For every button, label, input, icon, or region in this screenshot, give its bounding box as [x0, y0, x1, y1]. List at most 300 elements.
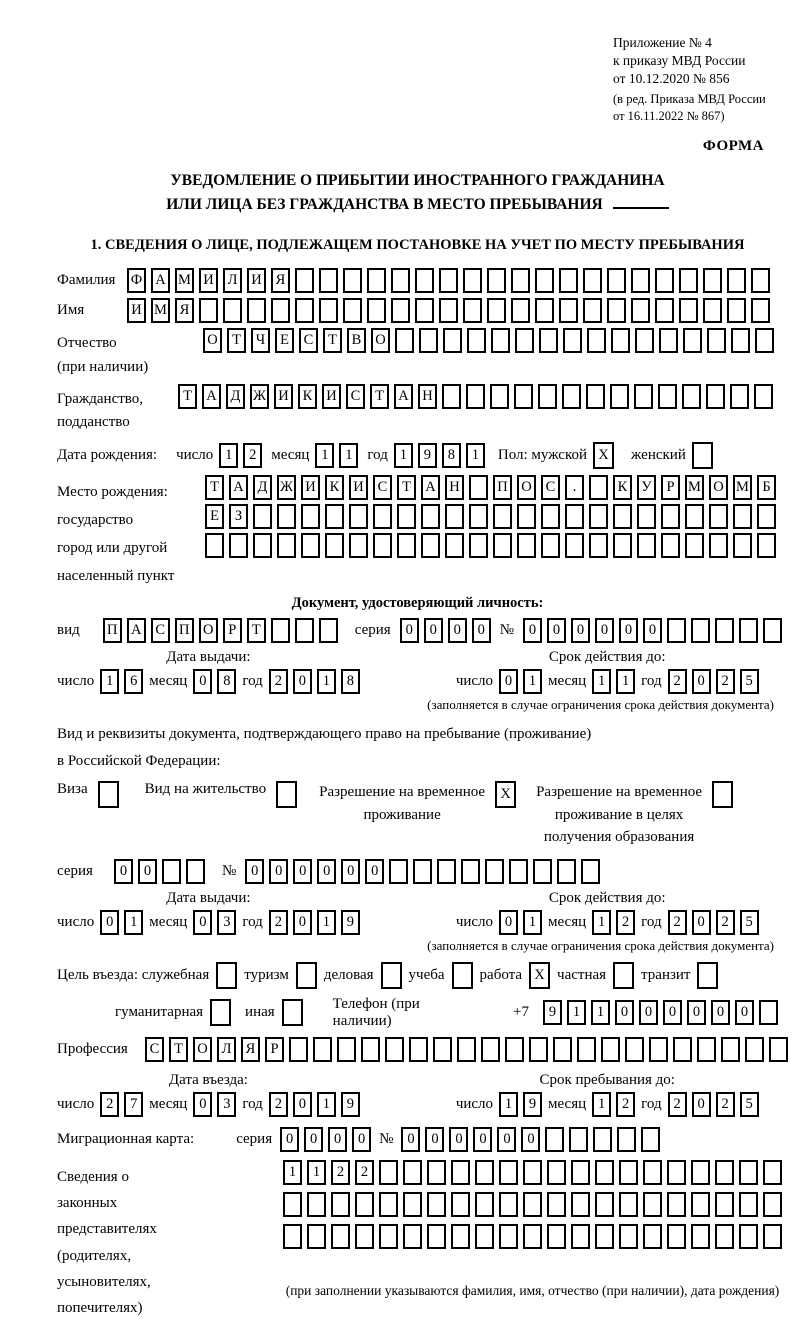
char-box[interactable]: 0 — [138, 859, 157, 884]
char-box[interactable] — [611, 328, 630, 353]
char-box[interactable]: 0 — [293, 910, 312, 935]
char-box[interactable] — [355, 1192, 374, 1217]
char-box[interactable]: Л — [217, 1037, 236, 1062]
char-box[interactable] — [301, 533, 320, 558]
char-box[interactable] — [691, 618, 710, 643]
char-box[interactable] — [210, 999, 231, 1026]
purpose-humanitarian-checkbox[interactable] — [210, 999, 231, 1026]
char-box[interactable]: 0 — [499, 669, 518, 694]
char-box[interactable]: О — [517, 475, 536, 500]
char-box[interactable] — [577, 1037, 596, 1062]
char-box[interactable] — [523, 1160, 542, 1185]
char-box[interactable] — [595, 1192, 614, 1217]
entry-year-boxes[interactable] — [269, 1092, 360, 1117]
char-box[interactable]: Т — [397, 475, 416, 500]
char-box[interactable]: О — [371, 328, 390, 353]
char-box[interactable] — [763, 1160, 782, 1185]
edu-residence-checkbox[interactable] — [712, 781, 733, 808]
expiry-month-boxes[interactable] — [592, 669, 635, 694]
char-box[interactable]: И — [127, 298, 146, 323]
char-box[interactable]: 9 — [341, 910, 360, 935]
char-box[interactable]: 9 — [523, 1092, 542, 1117]
char-box[interactable] — [379, 1160, 398, 1185]
char-box[interactable] — [539, 328, 558, 353]
char-box[interactable]: Т — [178, 384, 197, 409]
char-box[interactable]: 0 — [400, 618, 419, 643]
char-box[interactable] — [467, 328, 486, 353]
char-box[interactable]: 0 — [499, 910, 518, 935]
char-box[interactable]: Я — [175, 298, 194, 323]
char-box[interactable] — [667, 1160, 686, 1185]
char-box[interactable] — [289, 1037, 308, 1062]
char-box[interactable] — [571, 1192, 590, 1217]
visa-checkbox[interactable] — [98, 781, 119, 808]
char-box[interactable]: 1 — [567, 1000, 586, 1025]
char-box[interactable] — [514, 384, 533, 409]
char-box[interactable]: Т — [169, 1037, 188, 1062]
char-box[interactable] — [739, 618, 758, 643]
char-box[interactable]: 1 — [616, 669, 635, 694]
char-box[interactable] — [247, 298, 266, 323]
char-box[interactable] — [343, 268, 362, 293]
char-box[interactable]: М — [733, 475, 752, 500]
char-box[interactable]: О — [709, 475, 728, 500]
char-box[interactable] — [367, 268, 386, 293]
char-box[interactable] — [643, 1160, 662, 1185]
char-box[interactable] — [697, 962, 718, 989]
char-box[interactable]: 5 — [740, 910, 759, 935]
char-box[interactable] — [487, 298, 506, 323]
char-box[interactable] — [697, 1037, 716, 1062]
char-box[interactable]: 0 — [449, 1127, 468, 1152]
char-box[interactable] — [589, 504, 608, 529]
char-box[interactable] — [595, 1160, 614, 1185]
char-box[interactable] — [692, 442, 713, 469]
stay-day-boxes[interactable] — [499, 1092, 542, 1117]
char-box[interactable] — [361, 1037, 380, 1062]
char-box[interactable]: Е — [275, 328, 294, 353]
char-box[interactable] — [587, 328, 606, 353]
char-box[interactable]: X — [495, 781, 516, 808]
char-box[interactable]: 0 — [615, 1000, 634, 1025]
char-box[interactable] — [469, 533, 488, 558]
char-box[interactable]: 2 — [668, 1092, 687, 1117]
char-box[interactable]: 1 — [317, 1092, 336, 1117]
char-box[interactable]: И — [199, 268, 218, 293]
char-box[interactable] — [731, 328, 750, 353]
char-box[interactable]: 1 — [315, 443, 334, 468]
birth-month-boxes[interactable] — [315, 443, 358, 468]
char-box[interactable] — [739, 1224, 758, 1249]
char-box[interactable] — [679, 298, 698, 323]
char-box[interactable] — [571, 1224, 590, 1249]
char-box[interactable]: 0 — [711, 1000, 730, 1025]
char-box[interactable]: 1 — [317, 910, 336, 935]
char-box[interactable]: 8 — [341, 669, 360, 694]
char-box[interactable]: Т — [227, 328, 246, 353]
char-box[interactable] — [499, 1192, 518, 1217]
char-box[interactable]: 0 — [193, 910, 212, 935]
char-box[interactable] — [466, 384, 485, 409]
char-box[interactable] — [451, 1160, 470, 1185]
char-box[interactable] — [757, 533, 776, 558]
residence-expiry-year-boxes[interactable] — [668, 910, 759, 935]
char-box[interactable] — [487, 268, 506, 293]
char-box[interactable]: 0 — [100, 910, 119, 935]
char-box[interactable] — [409, 1037, 428, 1062]
char-box[interactable]: Т — [205, 475, 224, 500]
char-box[interactable] — [613, 533, 632, 558]
char-box[interactable] — [655, 268, 674, 293]
patronymic-boxes[interactable] — [203, 328, 774, 353]
char-box[interactable] — [331, 1192, 350, 1217]
purpose-business-checkbox[interactable] — [381, 962, 402, 989]
char-box[interactable]: Д — [253, 475, 272, 500]
char-box[interactable] — [403, 1160, 422, 1185]
char-box[interactable]: 2 — [100, 1092, 119, 1117]
char-box[interactable] — [712, 781, 733, 808]
char-box[interactable]: 9 — [341, 1092, 360, 1117]
purpose-private-checkbox[interactable] — [613, 962, 634, 989]
representatives-boxes-row3[interactable] — [283, 1224, 782, 1249]
char-box[interactable]: К — [613, 475, 632, 500]
char-box[interactable]: 0 — [692, 669, 711, 694]
char-box[interactable]: Ж — [277, 475, 296, 500]
char-box[interactable] — [295, 298, 314, 323]
char-box[interactable]: 2 — [269, 910, 288, 935]
sex-male-checkbox[interactable] — [593, 442, 614, 469]
residence-number-boxes[interactable] — [245, 859, 600, 884]
char-box[interactable] — [601, 1037, 620, 1062]
char-box[interactable] — [535, 298, 554, 323]
char-box[interactable] — [563, 328, 582, 353]
name-boxes[interactable] — [127, 298, 770, 323]
char-box[interactable] — [661, 533, 680, 558]
char-box[interactable] — [535, 268, 554, 293]
char-box[interactable] — [685, 504, 704, 529]
char-box[interactable]: М — [151, 298, 170, 323]
char-box[interactable]: 0 — [328, 1127, 347, 1152]
char-box[interactable] — [403, 1192, 422, 1217]
char-box[interactable] — [451, 1224, 470, 1249]
char-box[interactable] — [619, 1160, 638, 1185]
issue-day-boxes[interactable] — [100, 669, 143, 694]
char-box[interactable] — [397, 533, 416, 558]
char-box[interactable] — [216, 962, 237, 989]
char-box[interactable]: Т — [370, 384, 389, 409]
char-box[interactable] — [427, 1160, 446, 1185]
char-box[interactable] — [443, 328, 462, 353]
char-box[interactable] — [634, 384, 653, 409]
char-box[interactable]: 1 — [591, 1000, 610, 1025]
char-box[interactable] — [301, 504, 320, 529]
char-box[interactable] — [475, 1160, 494, 1185]
char-box[interactable]: 0 — [269, 859, 288, 884]
expiry-day-boxes[interactable] — [499, 669, 542, 694]
char-box[interactable]: 0 — [692, 910, 711, 935]
char-box[interactable] — [661, 504, 680, 529]
char-box[interactable] — [703, 298, 722, 323]
char-box[interactable]: И — [274, 384, 293, 409]
char-box[interactable] — [457, 1037, 476, 1062]
char-box[interactable]: С — [151, 618, 170, 643]
char-box[interactable] — [625, 1037, 644, 1062]
char-box[interactable]: А — [127, 618, 146, 643]
char-box[interactable] — [283, 1192, 302, 1217]
temp-residence-checkbox[interactable] — [495, 781, 516, 808]
char-box[interactable] — [691, 1160, 710, 1185]
char-box[interactable] — [589, 475, 608, 500]
char-box[interactable]: К — [298, 384, 317, 409]
char-box[interactable]: X — [593, 442, 614, 469]
char-box[interactable]: 0 — [304, 1127, 323, 1152]
char-box[interactable] — [583, 268, 602, 293]
char-box[interactable]: С — [373, 475, 392, 500]
char-box[interactable]: 1 — [523, 669, 542, 694]
char-box[interactable] — [757, 504, 776, 529]
char-box[interactable]: 9 — [418, 443, 437, 468]
char-box[interactable]: 7 — [124, 1092, 143, 1117]
residence-expiry-month-boxes[interactable] — [592, 910, 635, 935]
entry-day-boxes[interactable] — [100, 1092, 143, 1117]
char-box[interactable]: 0 — [293, 859, 312, 884]
purpose-other-checkbox[interactable] — [282, 999, 303, 1026]
char-box[interactable] — [499, 1160, 518, 1185]
char-box[interactable]: 2 — [243, 443, 262, 468]
char-box[interactable] — [739, 1192, 758, 1217]
char-box[interactable] — [763, 1224, 782, 1249]
char-box[interactable] — [295, 618, 314, 643]
char-box[interactable] — [427, 1192, 446, 1217]
char-box[interactable]: 1 — [592, 669, 611, 694]
char-box[interactable] — [673, 1037, 692, 1062]
char-box[interactable] — [277, 504, 296, 529]
char-box[interactable] — [637, 533, 656, 558]
char-box[interactable]: 2 — [355, 1160, 374, 1185]
char-box[interactable] — [415, 298, 434, 323]
citizenship-boxes[interactable] — [178, 384, 773, 409]
residence-issue-day-boxes[interactable] — [100, 910, 143, 935]
char-box[interactable]: Я — [271, 268, 290, 293]
char-box[interactable]: 0 — [425, 1127, 444, 1152]
entry-month-boxes[interactable] — [193, 1092, 236, 1117]
char-box[interactable] — [509, 859, 528, 884]
char-box[interactable] — [283, 1224, 302, 1249]
birth-place-boxes-row3[interactable] — [205, 533, 776, 558]
char-box[interactable]: 0 — [114, 859, 133, 884]
char-box[interactable]: Д — [226, 384, 245, 409]
char-box[interactable]: И — [301, 475, 320, 500]
char-box[interactable]: 0 — [365, 859, 384, 884]
birth-year-boxes[interactable] — [394, 443, 485, 468]
char-box[interactable]: 0 — [687, 1000, 706, 1025]
char-box[interactable] — [529, 1037, 548, 1062]
char-box[interactable] — [205, 533, 224, 558]
char-box[interactable]: 0 — [293, 669, 312, 694]
char-box[interactable] — [745, 1037, 764, 1062]
char-box[interactable] — [571, 1160, 590, 1185]
surname-boxes[interactable] — [127, 268, 770, 293]
char-box[interactable] — [253, 504, 272, 529]
char-box[interactable] — [319, 268, 338, 293]
char-box[interactable] — [569, 1127, 588, 1152]
char-box[interactable]: 1 — [592, 910, 611, 935]
issue-month-boxes[interactable] — [193, 669, 236, 694]
char-box[interactable] — [162, 859, 181, 884]
char-box[interactable] — [707, 328, 726, 353]
char-box[interactable] — [709, 504, 728, 529]
char-box[interactable]: З — [229, 504, 248, 529]
char-box[interactable]: П — [493, 475, 512, 500]
char-box[interactable]: Р — [265, 1037, 284, 1062]
char-box[interactable] — [613, 504, 632, 529]
char-box[interactable] — [751, 298, 770, 323]
char-box[interactable] — [691, 1192, 710, 1217]
expiry-year-boxes[interactable] — [668, 669, 759, 694]
char-box[interactable]: Ч — [251, 328, 270, 353]
char-box[interactable] — [667, 1224, 686, 1249]
char-box[interactable] — [547, 1192, 566, 1217]
char-box[interactable]: 8 — [217, 669, 236, 694]
char-box[interactable]: В — [347, 328, 366, 353]
char-box[interactable] — [98, 781, 119, 808]
char-box[interactable] — [557, 859, 576, 884]
birth-day-boxes[interactable] — [219, 443, 262, 468]
char-box[interactable]: Р — [223, 618, 242, 643]
purpose-study-checkbox[interactable] — [452, 962, 473, 989]
char-box[interactable] — [643, 1224, 662, 1249]
char-box[interactable]: 8 — [442, 443, 461, 468]
char-box[interactable] — [295, 268, 314, 293]
char-box[interactable] — [186, 859, 205, 884]
char-box[interactable] — [421, 504, 440, 529]
char-box[interactable]: 0 — [521, 1127, 540, 1152]
char-box[interactable] — [391, 268, 410, 293]
char-box[interactable]: 2 — [668, 910, 687, 935]
char-box[interactable] — [655, 298, 674, 323]
char-box[interactable]: 1 — [499, 1092, 518, 1117]
char-box[interactable] — [703, 268, 722, 293]
residence-permit-checkbox[interactable] — [276, 781, 297, 808]
char-box[interactable] — [631, 298, 650, 323]
char-box[interactable] — [715, 618, 734, 643]
char-box[interactable] — [565, 533, 584, 558]
char-box[interactable]: X — [529, 962, 550, 989]
char-box[interactable]: 1 — [283, 1160, 302, 1185]
char-box[interactable] — [469, 504, 488, 529]
char-box[interactable]: О — [199, 618, 218, 643]
char-box[interactable] — [379, 1192, 398, 1217]
char-box[interactable] — [559, 298, 578, 323]
char-box[interactable] — [715, 1160, 734, 1185]
residence-expiry-day-boxes[interactable] — [499, 910, 542, 935]
char-box[interactable] — [517, 504, 536, 529]
char-box[interactable] — [505, 1037, 524, 1062]
char-box[interactable] — [763, 1192, 782, 1217]
char-box[interactable]: И — [247, 268, 266, 293]
char-box[interactable] — [635, 328, 654, 353]
char-box[interactable]: 0 — [424, 618, 443, 643]
char-box[interactable] — [685, 533, 704, 558]
char-box[interactable] — [751, 268, 770, 293]
char-box[interactable] — [307, 1224, 326, 1249]
char-box[interactable]: Е — [205, 504, 224, 529]
char-box[interactable] — [271, 298, 290, 323]
char-box[interactable] — [397, 504, 416, 529]
char-box[interactable] — [553, 1037, 572, 1062]
char-box[interactable] — [586, 384, 605, 409]
char-box[interactable]: 0 — [643, 618, 662, 643]
char-box[interactable]: 0 — [317, 859, 336, 884]
char-box[interactable] — [541, 533, 560, 558]
char-box[interactable] — [715, 1192, 734, 1217]
char-box[interactable] — [276, 781, 297, 808]
char-box[interactable] — [271, 618, 290, 643]
purpose-transit-checkbox[interactable] — [697, 962, 718, 989]
char-box[interactable] — [452, 962, 473, 989]
char-box[interactable] — [469, 475, 488, 500]
char-box[interactable] — [499, 1224, 518, 1249]
char-box[interactable] — [319, 298, 338, 323]
purpose-work-checkbox[interactable] — [529, 962, 550, 989]
char-box[interactable] — [493, 533, 512, 558]
issue-year-boxes[interactable] — [269, 669, 360, 694]
char-box[interactable] — [421, 533, 440, 558]
char-box[interactable]: 0 — [341, 859, 360, 884]
char-box[interactable] — [593, 1127, 612, 1152]
char-box[interactable] — [349, 533, 368, 558]
char-box[interactable]: 0 — [193, 669, 212, 694]
char-box[interactable]: 0 — [293, 1092, 312, 1117]
char-box[interactable]: 0 — [639, 1000, 658, 1025]
doc-series-boxes[interactable] — [400, 618, 491, 643]
char-box[interactable]: А — [229, 475, 248, 500]
char-box[interactable] — [619, 1224, 638, 1249]
char-box[interactable] — [649, 1037, 668, 1062]
char-box[interactable] — [547, 1224, 566, 1249]
char-box[interactable]: 2 — [616, 910, 635, 935]
char-box[interactable]: А — [151, 268, 170, 293]
char-box[interactable] — [523, 1224, 542, 1249]
char-box[interactable] — [475, 1192, 494, 1217]
char-box[interactable]: С — [541, 475, 560, 500]
profession-boxes[interactable] — [145, 1037, 788, 1062]
char-box[interactable] — [485, 859, 504, 884]
char-box[interactable] — [445, 504, 464, 529]
char-box[interactable] — [583, 298, 602, 323]
phone-boxes[interactable] — [543, 1000, 778, 1025]
char-box[interactable] — [565, 504, 584, 529]
char-box[interactable] — [229, 533, 248, 558]
char-box[interactable] — [769, 1037, 788, 1062]
char-box[interactable]: 0 — [497, 1127, 516, 1152]
char-box[interactable]: 1 — [124, 910, 143, 935]
char-box[interactable] — [325, 504, 344, 529]
char-box[interactable] — [437, 859, 456, 884]
birth-place-boxes-row1[interactable] — [205, 475, 776, 500]
char-box[interactable]: 0 — [193, 1092, 212, 1117]
char-box[interactable]: Ж — [250, 384, 269, 409]
char-box[interactable] — [403, 1224, 422, 1249]
char-box[interactable]: 5 — [740, 669, 759, 694]
char-box[interactable] — [451, 1192, 470, 1217]
char-box[interactable] — [691, 1224, 710, 1249]
char-box[interactable] — [395, 328, 414, 353]
char-box[interactable] — [721, 1037, 740, 1062]
char-box[interactable] — [641, 1127, 660, 1152]
residence-issue-month-boxes[interactable] — [193, 910, 236, 935]
char-box[interactable]: А — [421, 475, 440, 500]
